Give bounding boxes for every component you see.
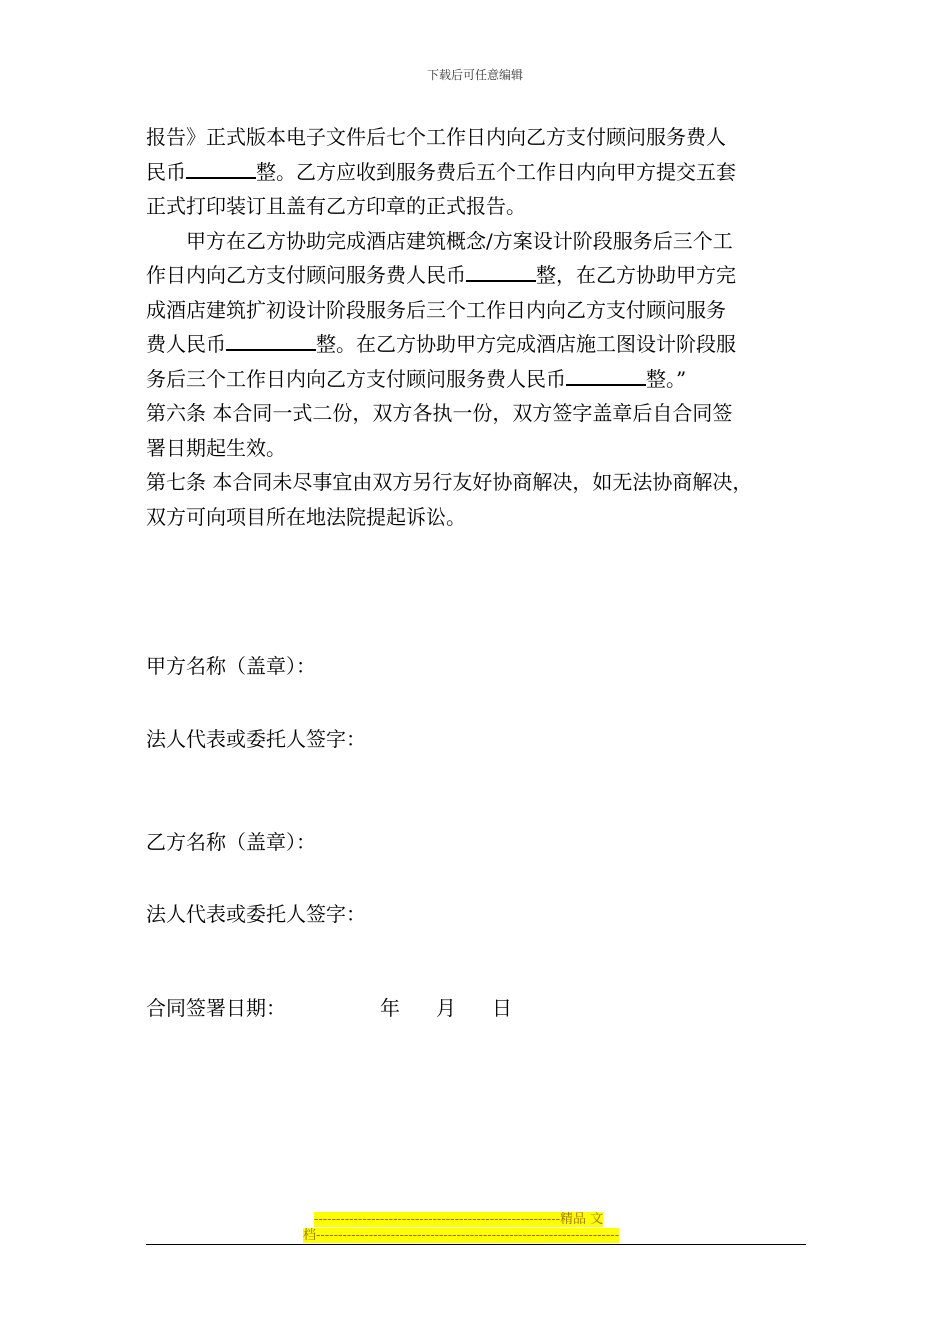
party-b-rep-label: 法人代表或委托人签字： bbox=[146, 902, 366, 926]
amount-blank[interactable] bbox=[186, 159, 256, 179]
party-a-name-label: 甲方名称（盖章）： bbox=[146, 654, 316, 678]
text: 务后三个工作日内向乙方支付顾问服务费人民币 bbox=[146, 366, 566, 391]
month-label: 月 bbox=[436, 996, 456, 1020]
party-a-rep-label: 法人代表或委托人签字： bbox=[146, 727, 366, 751]
footer-watermark-line1: --------------------------------------------------------精品 文 bbox=[314, 1212, 604, 1227]
party-b-name-label: 乙方名称（盖章）： bbox=[146, 830, 316, 854]
text: 成酒店建筑扩初设计阶段服务后三个工作日内向乙方支付顾问服务 bbox=[146, 297, 726, 322]
body-line bbox=[146, 258, 826, 293]
body-line bbox=[146, 155, 826, 190]
text: 作日内向乙方支付顾问服务费人民币 bbox=[146, 263, 466, 287]
text: 双方可向项目所在地法院提起诉讼。 bbox=[146, 504, 466, 529]
footer-divider bbox=[146, 1244, 806, 1245]
article-7-line bbox=[146, 500, 826, 535]
text: 整。” bbox=[646, 366, 687, 391]
body-line bbox=[146, 189, 826, 224]
article-7-line bbox=[146, 465, 826, 500]
amount-blank[interactable] bbox=[226, 331, 316, 351]
body-line bbox=[146, 362, 826, 397]
body-line bbox=[146, 224, 826, 259]
text: 正式打印装订且盖有乙方印章的正式报告。 bbox=[146, 194, 526, 218]
text: 整。乙方应收到服务费后五个工作日内向甲方提交五套 bbox=[256, 159, 736, 184]
body-line bbox=[146, 327, 826, 362]
text: 第六条 本合同一式二份，双方各执一份，双方签字盖章后自合同签 bbox=[146, 401, 733, 425]
amount-blank[interactable] bbox=[566, 366, 646, 386]
article-6-line bbox=[146, 431, 826, 466]
amount-blank[interactable] bbox=[466, 262, 536, 282]
year-label: 年 bbox=[380, 996, 400, 1020]
text: 第七条 本合同未尽事宜由双方另行友好协商解决，如无法协商解决， bbox=[146, 470, 753, 494]
footer-watermark-line2: 档--------------------------------------------------------------------- bbox=[303, 1228, 620, 1243]
signing-date-label: 合同签署日期： bbox=[146, 996, 286, 1020]
text: 民币 bbox=[146, 159, 186, 184]
text: 署日期起生效。 bbox=[146, 435, 286, 460]
text: 整，在乙方协助甲方完 bbox=[536, 263, 736, 287]
text: 整。在乙方协助甲方完成酒店施工图设计阶段服 bbox=[316, 332, 736, 356]
text: 报告》正式版本电子文件后七个工作日内向乙方支付顾问服务费人 bbox=[146, 125, 726, 149]
article-6-line bbox=[146, 396, 826, 431]
text: 甲方在乙方协助完成酒店建筑概念/方案设计阶段服务后三个工 bbox=[186, 228, 733, 253]
body-line bbox=[146, 120, 826, 155]
day-label: 日 bbox=[492, 996, 512, 1020]
text: 费人民币 bbox=[146, 332, 226, 356]
body-line bbox=[146, 293, 826, 328]
contract-body bbox=[146, 120, 826, 534]
header-note: 下载后可任意编辑 bbox=[426, 68, 523, 82]
